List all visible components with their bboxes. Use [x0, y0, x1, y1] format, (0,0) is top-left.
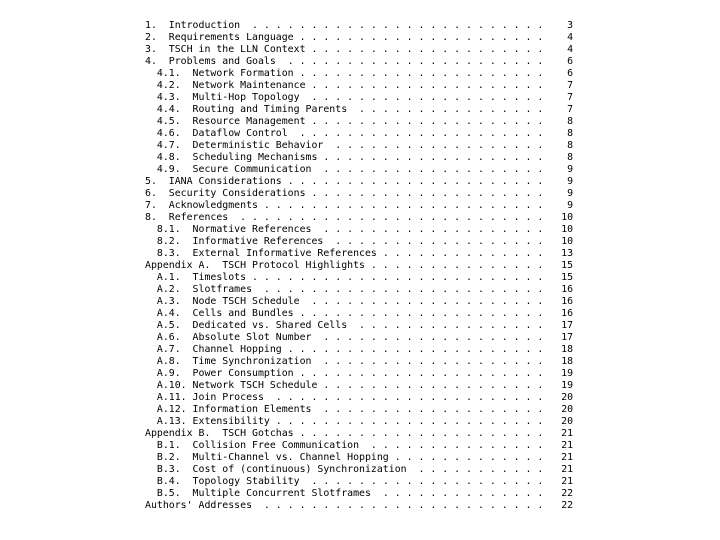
- toc-entry[interactable]: [145, 176, 573, 188]
- toc-entry-title: 3. TSCH in the LLN Context: [145, 44, 312, 55]
- dot-leader: . . . . . . . . . . . . . . . . . . . . . . . . .: [252, 272, 562, 283]
- toc-entry-title: 8.2. Informative References: [145, 236, 330, 247]
- toc-entry-page: 16: [561, 308, 574, 319]
- toc-entry[interactable]: [145, 224, 573, 236]
- dot-leader: . . . . . . . . . . . . . . . . . . . . . . .: [269, 392, 562, 403]
- toc-entry[interactable]: [145, 80, 573, 92]
- toc-entry[interactable]: [145, 188, 573, 200]
- toc-entry-page: 19: [561, 368, 574, 379]
- toc-entry[interactable]: [145, 56, 573, 68]
- toc-entry-title: B.5. Multiple Concurrent Slotframes: [145, 488, 377, 499]
- toc-entry-title: A.7. Channel Hopping: [145, 344, 288, 355]
- dot-leader: . . . . . . . . . . . . . . . . . . . . . . . .: [257, 284, 562, 295]
- toc-entry-page: 4: [567, 32, 574, 43]
- dot-leader: . . . . . . . . . . . . . . . . . . . . . . . . .: [246, 20, 568, 31]
- toc-entry-title: 4.2. Network Maintenance: [145, 80, 312, 91]
- toc-entry-title: 4.8. Scheduling Mechanisms: [145, 152, 324, 163]
- dot-leader: . . . . . . . . . . . . . . . . . . . . . .: [281, 56, 568, 67]
- toc-entry-title: A.4. Cells and Bundles: [145, 308, 300, 319]
- dot-leader: . . . . . . . . . . . . . . . . . . . . .: [299, 32, 568, 43]
- dot-leader: . . . . . . . . . . . . . . . . . .: [329, 140, 568, 151]
- dot-leader: . . . . . . . . . . . . . . . . . . . . . . . . . .: [234, 212, 562, 223]
- toc-entry-page: 18: [561, 344, 574, 355]
- dot-leader: . . . . . . . . . . . . . . . . . . .: [317, 332, 562, 343]
- toc-entry[interactable]: [145, 44, 573, 56]
- toc-entry-page: 9: [567, 188, 574, 199]
- toc-entry-title: A.12. Information Elements: [145, 404, 318, 415]
- toc-entry-title: A.11. Join Process: [145, 392, 270, 403]
- toc-entry-title: A.1. Timeslots: [145, 272, 253, 283]
- toc-entry-title: 4.5. Resource Management: [145, 116, 312, 127]
- toc-entry[interactable]: [145, 32, 573, 44]
- toc-entry-page: 9: [567, 200, 574, 211]
- dot-leader: . . . . . . . . . . . . . . . . . . . . .: [299, 368, 562, 379]
- toc-entry-title: 4.1. Network Formation: [145, 68, 300, 79]
- toc-entry[interactable]: [145, 380, 573, 392]
- dot-leader: . . . . . . . . . . . . . . . . . . . .: [305, 92, 568, 103]
- toc-entry-page: 9: [567, 164, 574, 175]
- toc-entry-page: 13: [561, 248, 574, 259]
- toc-entry-page: 21: [561, 476, 574, 487]
- dot-leader: . . . . . . . . . . . . . . . . . . . . .: [293, 128, 568, 139]
- toc-entry[interactable]: [145, 440, 573, 452]
- toc-entry-page: 20: [561, 416, 574, 427]
- dot-leader: . . . . . . . . . . . . . . . . . . . . . . . .: [263, 200, 568, 211]
- toc-entry[interactable]: [145, 212, 573, 224]
- toc-entry[interactable]: [145, 368, 573, 380]
- toc-entry-page: 18: [561, 356, 574, 367]
- toc-entry-page: 10: [561, 212, 574, 223]
- toc-entry-page: 3: [567, 20, 574, 31]
- toc-entry-title: 7. Acknowledgments: [145, 200, 264, 211]
- toc-entry-title: A.10. Network TSCH Schedule: [145, 380, 324, 391]
- toc-entry[interactable]: [145, 92, 573, 104]
- toc-entry-page: 6: [567, 68, 574, 79]
- toc-entry-page: 6: [567, 56, 574, 67]
- toc-entry-title: A.13. Extensibility: [145, 416, 276, 427]
- toc-entry-title: A.2. Slotframes: [145, 284, 258, 295]
- dot-leader: . . . . . . . . . . . . . . .: [370, 260, 562, 271]
- dot-leader: . . . . . . . . . . . . . . . . . . .: [323, 152, 568, 163]
- toc-entry-page: 15: [561, 272, 574, 283]
- dot-leader: . . . . . . . . . . . . . . . . . . . . . .: [287, 176, 568, 187]
- toc-entry[interactable]: [145, 68, 573, 80]
- toc-entry[interactable]: [145, 428, 573, 440]
- toc-entry[interactable]: [145, 140, 573, 152]
- toc-entry-page: 8: [567, 128, 574, 139]
- toc-entry[interactable]: [145, 248, 573, 260]
- toc-entry-title: A.3. Node TSCH Schedule: [145, 296, 306, 307]
- toc-entry[interactable]: [145, 296, 573, 308]
- toc-entry-page: 22: [561, 500, 574, 511]
- toc-entry[interactable]: [145, 392, 573, 404]
- toc-entry-page: 10: [561, 224, 574, 235]
- toc-entry[interactable]: [145, 344, 573, 356]
- toc-entry-page: 8: [567, 140, 574, 151]
- dot-leader: . . . . . . . . . . . . . . . . . . . .: [305, 296, 562, 307]
- toc-entry-page: 7: [567, 92, 574, 103]
- dot-leader: . . . . . . . . . . . . . . . . . . .: [317, 404, 562, 415]
- toc-entry[interactable]: [145, 104, 573, 116]
- dot-leader: . . . . . . . . . . . . . . . . . . . . .: [299, 308, 562, 319]
- toc-entry-title: 4.6. Dataflow Control: [145, 128, 294, 139]
- toc-entry-page: 4: [567, 44, 574, 55]
- toc-entry[interactable]: [145, 356, 573, 368]
- toc-entry[interactable]: [145, 452, 573, 464]
- toc-entry-title: 4.7. Deterministic Behavior: [145, 140, 330, 151]
- dot-leader: . . . . . . . . . . . . . . . .: [353, 320, 562, 331]
- toc-entry[interactable]: [145, 284, 573, 296]
- toc-entry[interactable]: [145, 152, 573, 164]
- toc-entry-page: 8: [567, 116, 574, 127]
- toc-entry-title: A.9. Power Consumption: [145, 368, 300, 379]
- dot-leader: . . . . . . . . . . . . . . . . . . . . .: [299, 428, 562, 439]
- dot-leader: . . . . . . . . . . . . . . . . . . . . . . .: [275, 416, 562, 427]
- dot-leader: . . . . . . . . . . . . . . . . . . .: [317, 356, 562, 367]
- toc-entry-title: 5. IANA Considerations: [145, 176, 288, 187]
- toc-entry[interactable]: [145, 332, 573, 344]
- dot-leader: . . . . . . . . . . . . .: [394, 452, 562, 463]
- toc-entry-page: 17: [561, 320, 574, 331]
- dot-leader: . . . . . . . . . . . . . . . . . . . .: [311, 188, 568, 199]
- toc-entry[interactable]: [145, 464, 573, 476]
- toc-entry-page: 21: [561, 464, 574, 475]
- toc-entry[interactable]: [145, 416, 573, 428]
- toc-entry-title: Authors' Addresses: [145, 500, 258, 511]
- toc-entry-page: 16: [561, 296, 574, 307]
- dot-leader: . . . . . . . . . . . . . . . . . . . .: [311, 116, 568, 127]
- dot-leader: . . . . . . . . . . . . . . . . . . . . .: [299, 68, 568, 79]
- toc-entry[interactable]: [145, 200, 573, 212]
- toc-entry-title: 1. Introduction: [145, 20, 247, 31]
- toc-entry-page: 8: [567, 152, 574, 163]
- toc-entry[interactable]: [145, 260, 573, 272]
- toc-entry-title: 2. Requirements Language: [145, 32, 300, 43]
- toc-entry-title: 6. Security Considerations: [145, 188, 312, 199]
- toc-entry-title: A.6. Absolute Slot Number: [145, 332, 318, 343]
- toc-entry-page: 16: [561, 284, 574, 295]
- toc-entry-title: 8.1. Normative References: [145, 224, 318, 235]
- dot-leader: . . . . . . . . . . . . . .: [382, 248, 562, 259]
- toc-entry-page: 20: [561, 404, 574, 415]
- toc-entry[interactable]: [145, 20, 573, 32]
- dot-leader: . . . . . . . . . . .: [412, 464, 562, 475]
- dot-leader: . . . . . . . . . . . . . . . . . . .: [317, 224, 562, 235]
- toc-entry[interactable]: [145, 164, 573, 176]
- toc-entry-title: B.2. Multi-Channel vs. Channel Hopping: [145, 452, 395, 463]
- toc-entry[interactable]: [145, 116, 573, 128]
- toc-entry-title: Appendix B. TSCH Gotchas: [145, 428, 300, 439]
- toc-entry[interactable]: [145, 476, 573, 488]
- toc-entry[interactable]: [145, 320, 573, 332]
- toc-entry-page: 20: [561, 392, 574, 403]
- toc-entry[interactable]: [145, 236, 573, 248]
- toc-entry-page: 7: [567, 104, 574, 115]
- toc-entry-title: 8. References: [145, 212, 235, 223]
- toc-entry-title: 4.4. Routing and Timing Parents: [145, 104, 354, 115]
- toc-entry-page: 15: [561, 260, 574, 271]
- dot-leader: . . . . . . . . . . . . . . .: [364, 440, 562, 451]
- toc-entry-title: 4. Problems and Goals: [145, 56, 282, 67]
- toc-entry-page: 10: [561, 236, 574, 247]
- toc-entry-title: 4.9. Secure Communication: [145, 164, 318, 175]
- toc-entry-title: 8.3. External Informative References: [145, 248, 383, 259]
- toc-entry-page: 17: [561, 332, 574, 343]
- dot-leader: . . . . . . . . . . . . . . . . . . .: [323, 380, 562, 391]
- toc-entry-title: B.4. Topology Stability: [145, 476, 306, 487]
- toc-entry-page: 19: [561, 380, 574, 391]
- toc-entry-title: B.3. Cost of (continuous) Synchronization: [145, 464, 413, 475]
- toc-entry-title: 4.3. Multi-Hop Topology: [145, 92, 306, 103]
- toc-entry-title: A.8. Time Synchronization: [145, 356, 318, 367]
- toc-entry[interactable]: [145, 308, 573, 320]
- toc-entry-page: 21: [561, 452, 574, 463]
- table-of-contents: [145, 20, 573, 512]
- toc-entry-page: 7: [567, 80, 574, 91]
- toc-entry[interactable]: [145, 128, 573, 140]
- dot-leader: . . . . . . . . . . . . . . . . . . . .: [311, 44, 568, 55]
- toc-entry-title: B.1. Collision Free Communication: [145, 440, 365, 451]
- toc-entry[interactable]: [145, 404, 573, 416]
- dot-leader: . . . . . . . . . . . . . .: [376, 488, 562, 499]
- toc-entry-page: 21: [561, 428, 574, 439]
- dot-leader: . . . . . . . . . . . . . . . . . . . . . .: [287, 344, 562, 355]
- dot-leader: . . . . . . . . . . . . . . . . . . . . . . . .: [257, 500, 562, 511]
- dot-leader: . . . . . . . . . . . . . . . . . .: [329, 236, 562, 247]
- toc-entry-title: Appendix A. TSCH Protocol Highlights: [145, 260, 371, 271]
- toc-entry[interactable]: [145, 500, 573, 512]
- toc-entry[interactable]: [145, 488, 573, 500]
- dot-leader: . . . . . . . . . . . . . . . . . . .: [317, 164, 568, 175]
- toc-entry-page: 9: [567, 176, 574, 187]
- toc-entry-page: 21: [561, 440, 574, 451]
- toc-entry-title: A.5. Dedicated vs. Shared Cells: [145, 320, 354, 331]
- dot-leader: . . . . . . . . . . . . . . . .: [353, 104, 568, 115]
- toc-entry-page: 22: [561, 488, 574, 499]
- toc-entry[interactable]: [145, 272, 573, 284]
- dot-leader: . . . . . . . . . . . . . . . . . . . .: [311, 80, 568, 91]
- dot-leader: . . . . . . . . . . . . . . . . . . . .: [305, 476, 562, 487]
